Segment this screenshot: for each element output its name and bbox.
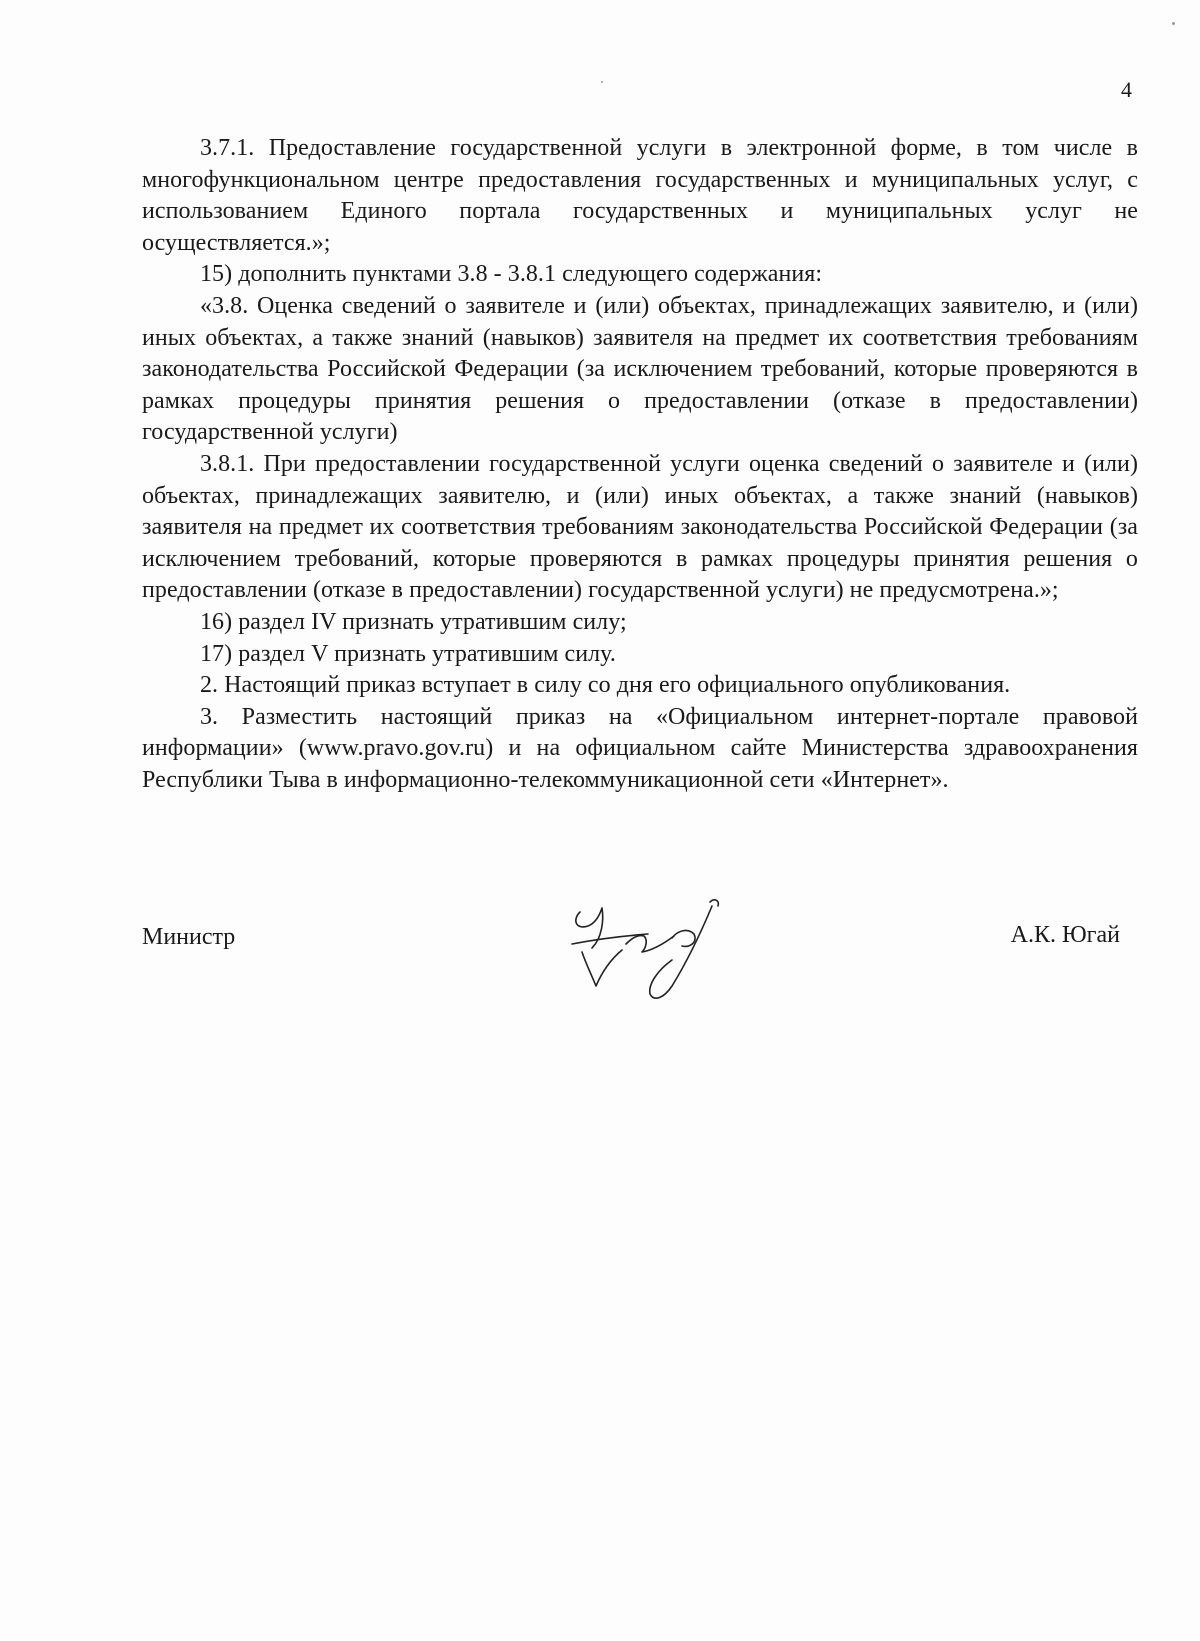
paragraph-3-7-1: 3.7.1. Предоставление государственной услуги в электронной форме, в том числе в многофункциональном центре предоставления государственных и муниципальных услуг, с использованием Единого портала государственных и муниципальных услуг не осуществляется.»; <box>142 135 1138 256</box>
scan-speck <box>601 81 603 83</box>
page-number: 4 <box>1121 77 1132 102</box>
paragraph-clause-2: 2. Настоящий приказ вступает в силу со дня его официального опубликования. <box>200 672 1011 699</box>
signatory-title: Министр <box>142 924 236 950</box>
paragraph-3-8-1: 3.8.1. При предоставлении государственной услуги оценка сведений о заявителе и (или) объектах, принадлежащих заявителю, и (или) иных объектах, а также знаний (навыков) заявителя на предмет их соответствия требованиям законодательства Российской Федерации (за исключением требований, которые проверяются в рамках процедуры принятия решения о предоставлении (отказе в предоставлении) государственной услуги) не предусмотрена.»; <box>142 450 1138 604</box>
paragraph-item-16: 16) раздел IV признать утратившим силу; <box>200 608 627 635</box>
scan-speck <box>1172 22 1175 25</box>
document-body <box>142 133 1138 796</box>
paragraph-clause-3: 3. Разместить настоящий приказ на «Официальном интернет-портале правовой информации» (www.pravo.gov.ru) и на официальном сайте Министерства здравоохранения Республики Тыва в информационно-телекоммуникационной сети «Интернет». <box>142 703 1138 793</box>
paragraph-3-8: «3.8. Оценка сведений о заявителе и (или) объектах, принадлежащих заявителю, и (или) иных объектах, а также знаний (навыков) заявителя на предмет их соответствия требованиям законодательства Российской Федерации (за исключением требований, которые проверяются в рамках процедуры принятия решения о предоставлении (отказе в предоставлении) государственной услуги) <box>142 292 1138 446</box>
paragraph-item-17: 17) раздел V признать утратившим силу. <box>200 640 616 667</box>
paragraph-item-15: 15) дополнить пунктами 3.8 - 3.8.1 следующего содержания: <box>200 261 823 288</box>
handwritten-signature <box>562 890 752 1010</box>
signature-block <box>142 900 1138 1020</box>
signatory-name: А.К. Югай <box>1010 922 1120 948</box>
